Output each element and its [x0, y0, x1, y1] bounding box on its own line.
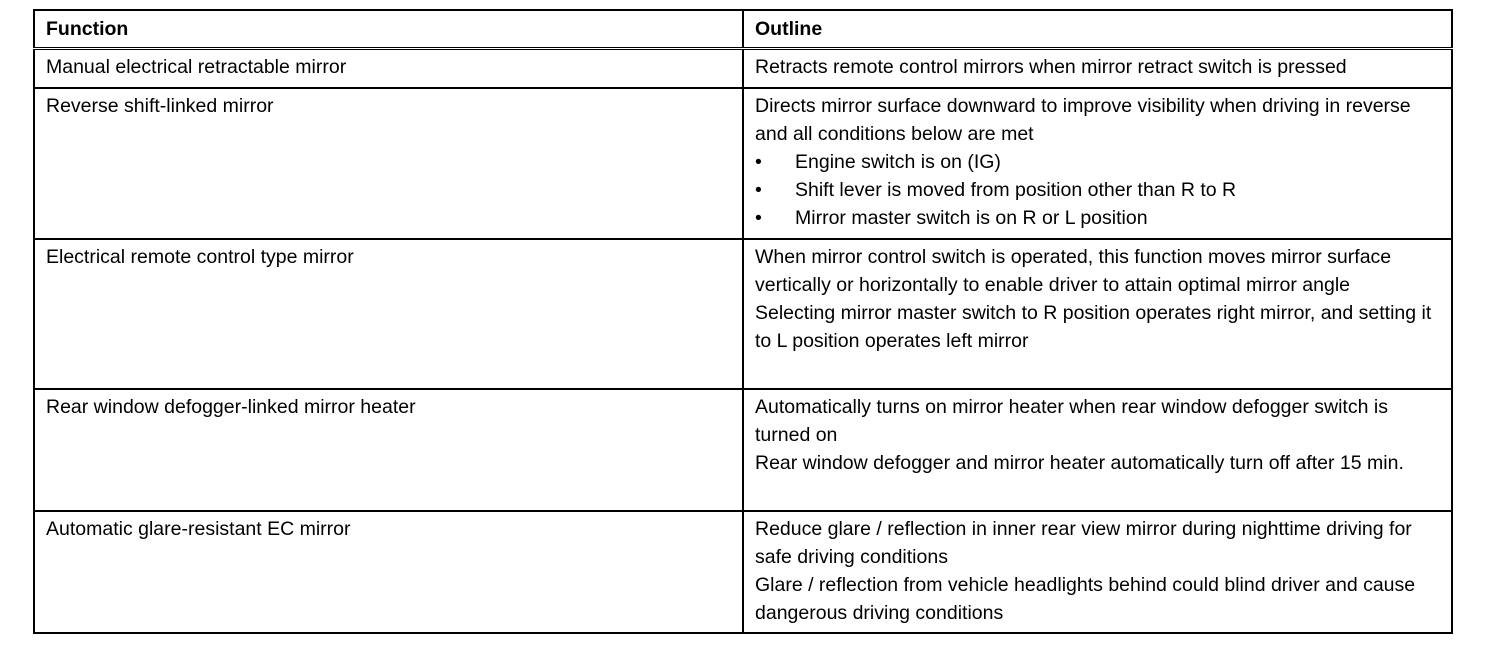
- outline-text: Rear window defogger and mirror heater automatically turn off after 15 min.: [755, 451, 1404, 474]
- table-row: [34, 511, 1452, 633]
- function-cell: Automatic glare-resistant EC mirror: [34, 511, 743, 633]
- outline-cell: [743, 389, 1452, 511]
- function-cell: Electrical remote control type mirror: [34, 239, 743, 389]
- function-cell: Manual electrical retractable mirror: [34, 49, 743, 88]
- outline-cell: [743, 239, 1452, 389]
- bullet-text: Shift lever is moved from position other than R to R: [795, 178, 1237, 201]
- header-outline: Outline: [743, 10, 1452, 49]
- function-cell: Reverse shift-linked mirror: [34, 88, 743, 239]
- table-row: [34, 88, 1452, 239]
- bullet-text: Engine switch is on (IG): [795, 150, 1001, 173]
- bullet-marker: •: [755, 206, 762, 229]
- function-outline-table: [33, 9, 1453, 634]
- outline-text: Selecting mirror master switch to R position operates right mirror, and setting it to L position operates left mirror: [755, 301, 1432, 352]
- outline-text: Retracts remote control mirrors when mirror retract switch is pressed: [755, 56, 1347, 78]
- outline-text: Glare / reflection from vehicle headlights behind could blind driver and cause dangerous driving conditions: [755, 573, 1416, 624]
- bullet-marker: •: [755, 150, 762, 173]
- table-row: [34, 49, 1452, 88]
- bullet-text: Mirror master switch is on R or L position: [795, 206, 1148, 229]
- function-cell: Rear window defogger-linked mirror heater: [34, 389, 743, 511]
- bullet-marker: •: [755, 178, 762, 201]
- bullet-item: [755, 204, 1440, 232]
- table-header-row: [34, 10, 1452, 49]
- outline-text: Directs mirror surface downward to improve visibility when driving in reverse and all conditions below are met: [755, 94, 1411, 145]
- bullet-item: [755, 148, 1440, 176]
- outline-cell: [743, 88, 1452, 239]
- table-row: [34, 239, 1452, 389]
- outline-cell: [743, 511, 1452, 633]
- outline-text: When mirror control switch is operated, this function moves mirror surface vertically or horizontally to enable driver to attain optimal mirror angle: [755, 245, 1392, 296]
- outline-text: Reduce glare / reflection in inner rear view mirror during nighttime driving for safe driving conditions: [755, 517, 1412, 568]
- header-function: Function: [34, 10, 743, 49]
- outline-cell: [743, 49, 1452, 88]
- outline-text: Automatically turns on mirror heater when rear window defogger switch is turned on: [755, 395, 1388, 446]
- bullet-item: [755, 176, 1440, 204]
- table-row: [34, 389, 1452, 511]
